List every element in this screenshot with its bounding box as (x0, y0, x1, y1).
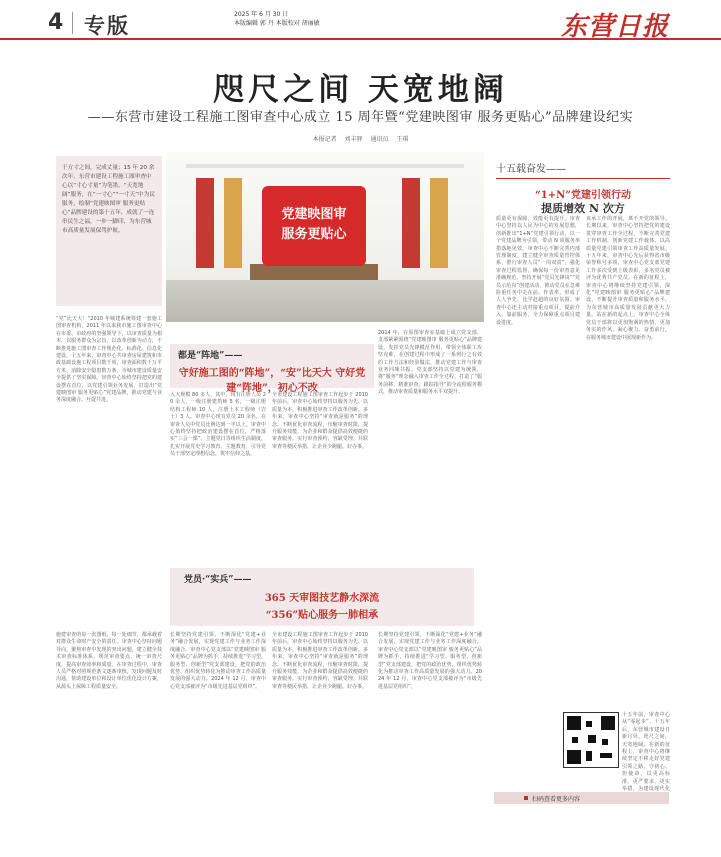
qr-module (572, 737, 578, 743)
qr-code[interactable] (563, 712, 619, 768)
headline: 咫尺之间 天宽地阔 (213, 72, 508, 108)
right-column-heading-2: 提质增效 N 次方 (541, 202, 625, 215)
section2-title-1: 365 天审图技艺静水深流 (264, 593, 380, 604)
qr-module (602, 739, 608, 745)
issue-info (234, 10, 320, 28)
right-column-divider (496, 178, 670, 179)
section2-tag: 党员·“实兵”—— (184, 575, 252, 585)
section2-title-2: “356”贴心服务一肺相承 (265, 610, 379, 621)
body-text-col6: 该承工作的开展，离不开党的领导。长期以来，审查中心坚持把党的建设贯穿审查工作全过程，不断完善党建工作机制，创新党建工作载体，以高质量党建引领审查工作高质量发展。十五年来，审查中心先后获得省市级荣誉称号多项，审查中心党支部党建工作多次受到上级表彰，多名党员被评为优秀共产党员。在新的征程上，审查中心将继续坚持党建引领，深化“党建映图审 服务更贴心”品牌建设，不断提升审查质量和服务水平，为东营城市高质量发展贡献更大力量。站在新的起点上，审查中心全体党员干部将以更加饱满的热情、更加务实的作风，凝心聚力、奋勇前行，在服务城市建设中展现新作为。 (586, 216, 670, 341)
footer-caption: 扫码查看更多内容 (532, 796, 581, 803)
right-column-heading-1: “1+N”党建引领行动 (535, 190, 631, 201)
footer-bar (494, 792, 669, 804)
body-text-col2-bottom: 长期坚持党建引领，不断深化“党建+业务”融合发展，实现党建工作与业务工作深度融合。审查中心党支部以“党建映图审 服务更贴心”品牌为抓手，持续推进“学习型、服务型、创新型”党支部建设，把党的政治优势、组织优势转化为推动审查工作高质量发展的强大动力。2024 年 12 月，审查中心党支部被评为“市级先进基层党组织”。 (170, 632, 266, 690)
masthead (0, 0, 721, 40)
masthead-divider (72, 12, 73, 34)
qr-module (586, 721, 592, 727)
byline: 本报记者 刘丰驿 通讯员 王琪 (312, 136, 409, 143)
body-text-col6-bottom: 十五年前，审查中心从“零起步”。十五年后，东营城市建设日新月异。咫尺之间，天宽地阔。在新的征程上，审查中心将继续坚定不移走好党建引领之路，守初心、担使命，以更高标准、更严要求、更实举措，为建设现代化 (622, 712, 670, 793)
qr-module (588, 735, 596, 743)
section2-header (170, 568, 474, 626)
issue-date: 2025 年 6 月 30 日 (234, 11, 289, 18)
newspaper-logo: 东营日报 (560, 12, 669, 42)
photo-desk (250, 264, 378, 280)
qr-module (586, 751, 592, 761)
photo-brand-sign: 党建映图审 服务更贴心 (262, 186, 366, 266)
photo-display-board (224, 178, 242, 268)
photo-floor (166, 280, 484, 322)
page-number: 4 (48, 10, 64, 35)
article-photo (166, 152, 484, 322)
section1-header (170, 344, 374, 394)
photo-display-board (402, 178, 420, 268)
body-text-col1-bottom: 施建审查的每一张图纸、每一处细节，都承载着对群众生命财产安全的责任。审查中心坚持问题导向，聚焦审查中发现的突出问题，建立健全技术审查标准体系，规范审查要点，统一审查尺度，提高审查效率和质量。在审查过程中，审查人员严格对照规范条文逐条审核，发现问题及时沟通，帮助建设单位和设计单位优化设计方案，从源头上保障工程质量安全。 (56, 632, 162, 690)
body-text-col5: 质量更有保障，效能更有提升。审查中心坚持以人民为中心的发展思想，创新推出“1+N”党建引领行动，以一个党建品牌为引领，带动 N 项服务举措落地见效。审查中心不断完善内部管理制度，建立健全审查质量管控体系，推行审查人员“一岗双责”，强化审查过程监督，确保每一份审查意见准确规范。坚持开展“党员先锋岗”“党员示范岗”创建活动，推动党员在急难险重任务中走在前、作表率，形成了人人争先、比学赶超的良好氛围。审查中心还主动对接重点项目，提前介入、靠前服务，全力保障重点项目建设进度。 (496, 216, 580, 326)
footer-bullet-icon (524, 796, 528, 800)
body-text-col2-top: 入大规模 80 多人，其中，现有注册人员 20 余人，一级注册建筑师 5 名，一级注册结构工程师 10 人，注册土木工程师（岩土）3 人。审查中心现有党员 20 余名，在审查人员中党员比例达到一半以上。审查中心始终坚持把政治建设摆在首位，严格落实“三会一课”、主题党日等组织生活制度，扎实开展党史学习教育、主题教育，引导党员干部坚定理想信念，筑牢信仰之基。 (170, 392, 266, 458)
body-text-col3-top: 全市建设工程施工图审查工作起步于 2010 年前后，审查中心始终坚持以服务为先、以质量为本，积极推进审查工作改革创新。多年来，审查中心坚持“审查就是服务”的理念，不断优化审查流程，压缩审查时限，提升服务效能，为企业和群众提供高效便捷的审查服务。实行审查预约、容缺受理、并联审查等便民举措，让企业少跑腿、好办事。 (272, 392, 368, 450)
subheadline: ——东营市建设工程施工图审查中心成立 15 周年暨“党建映图审 服务更贴心”品牌建设纪实 (87, 110, 634, 125)
right-column-tag: 十五载奋发—— (496, 164, 566, 175)
qr-finder-mark (567, 716, 581, 730)
body-text-col4-bottom: 长期坚持党建引领，不断深化“党建+业务”融合发展，实现党建工作与业务工作深度融合。审查中心党支部以“党建映图审 服务更贴心”品牌为抓手，持续推进“学习型、服务型、创新型”党支部建设，把党的政治优势、组织优势转化为推动审查工作高质量发展的强大动力。2024 年 12 月，审查中心党支部被评为“市级先进基层党组织”。 (378, 632, 482, 690)
qr-finder-mark (567, 750, 581, 764)
qr-module (600, 753, 612, 758)
lead-paragraph: 于方寸之间，完成丈量；15 年 20 余次年，东营市建设工程施工图审查中心以“寸心寸量”为笔墨，“天宽地阔”服务，在“一寸心”“一寸天”中为民服务，绘制“党建映图审 服务更贴心”品牌建设的第十五年，成就了一连串民生之福，一步一脚印，为东营城市高质量发展保驾护航。 (56, 156, 162, 306)
body-text-col3-bottom: 全市建设工程施工图审查工作起步于 2010 年前后，审查中心始终坚持以服务为先、以质量为本，积极推进审查工作改革创新。多年来，审查中心坚持“审查就是服务”的理念，不断优化审查流程，压缩审查时限，提升服务效能，为企业和群众提供高效便捷的审查服务。实行审查预约、容缺受理、并联审查等便民举措，让企业少跑腿、好办事。 (272, 632, 368, 690)
section-name: 专版 (84, 14, 130, 38)
section1-tag: 都是“阵地”—— (178, 351, 243, 361)
body-text-col1-top: “党”比天大！“2010 年城建系统筹建一套施工图审查机构，2011 年以来我市施工图审查中心在市委、市政府的坚强领导下，以审查质量为根本，以服务群众为宗旨，以改革创新为动力，不断推进施工图审查工作规范化、标准化、信息化建设。十五年来，审查中心共审查房屋建筑和市政基础设施工程项目数千项，审查面积数千万平方米，消除安全隐患数万条，为城市建设质量安全提供了坚实保障。审查中心始终坚持把党的建设摆在首位，以党建引领业务发展，打造出“党建映图审 服务更贴心”党建品牌，推动党建与业务深度融合、互促共进。 (56, 316, 162, 404)
body-text-col4-top: 2014 年，在原图审查室基础上成立党支部，支部紧紧围绕“党建映图审 服务更贴心”品牌建设，发挥党员先锋模范作用，带领全体职工攻坚克难，在创建过程中形成了一系列行之有效的工作方法和经验做法，推动党建工作与审查业务同频共振。党支部坚持以党建为统领，将“服务”理念融入审查工作全过程，打造了“服务前移、精准审查、跟踪指导”的全流程服务模式，推动审查质量和服务水平双提升。 (378, 330, 482, 396)
qr-finder-mark (601, 716, 615, 730)
issue-editors: 本版编辑 郭 丹 本版校对 胡丽敏 (234, 20, 320, 27)
section1-title: 守好施工图的“阵地”，“安”比天大 守好党建“阵地”，初心不改 (178, 368, 366, 394)
photo-display-board (196, 178, 214, 268)
photo-ceiling (186, 164, 464, 168)
photo-display-board (430, 178, 448, 268)
